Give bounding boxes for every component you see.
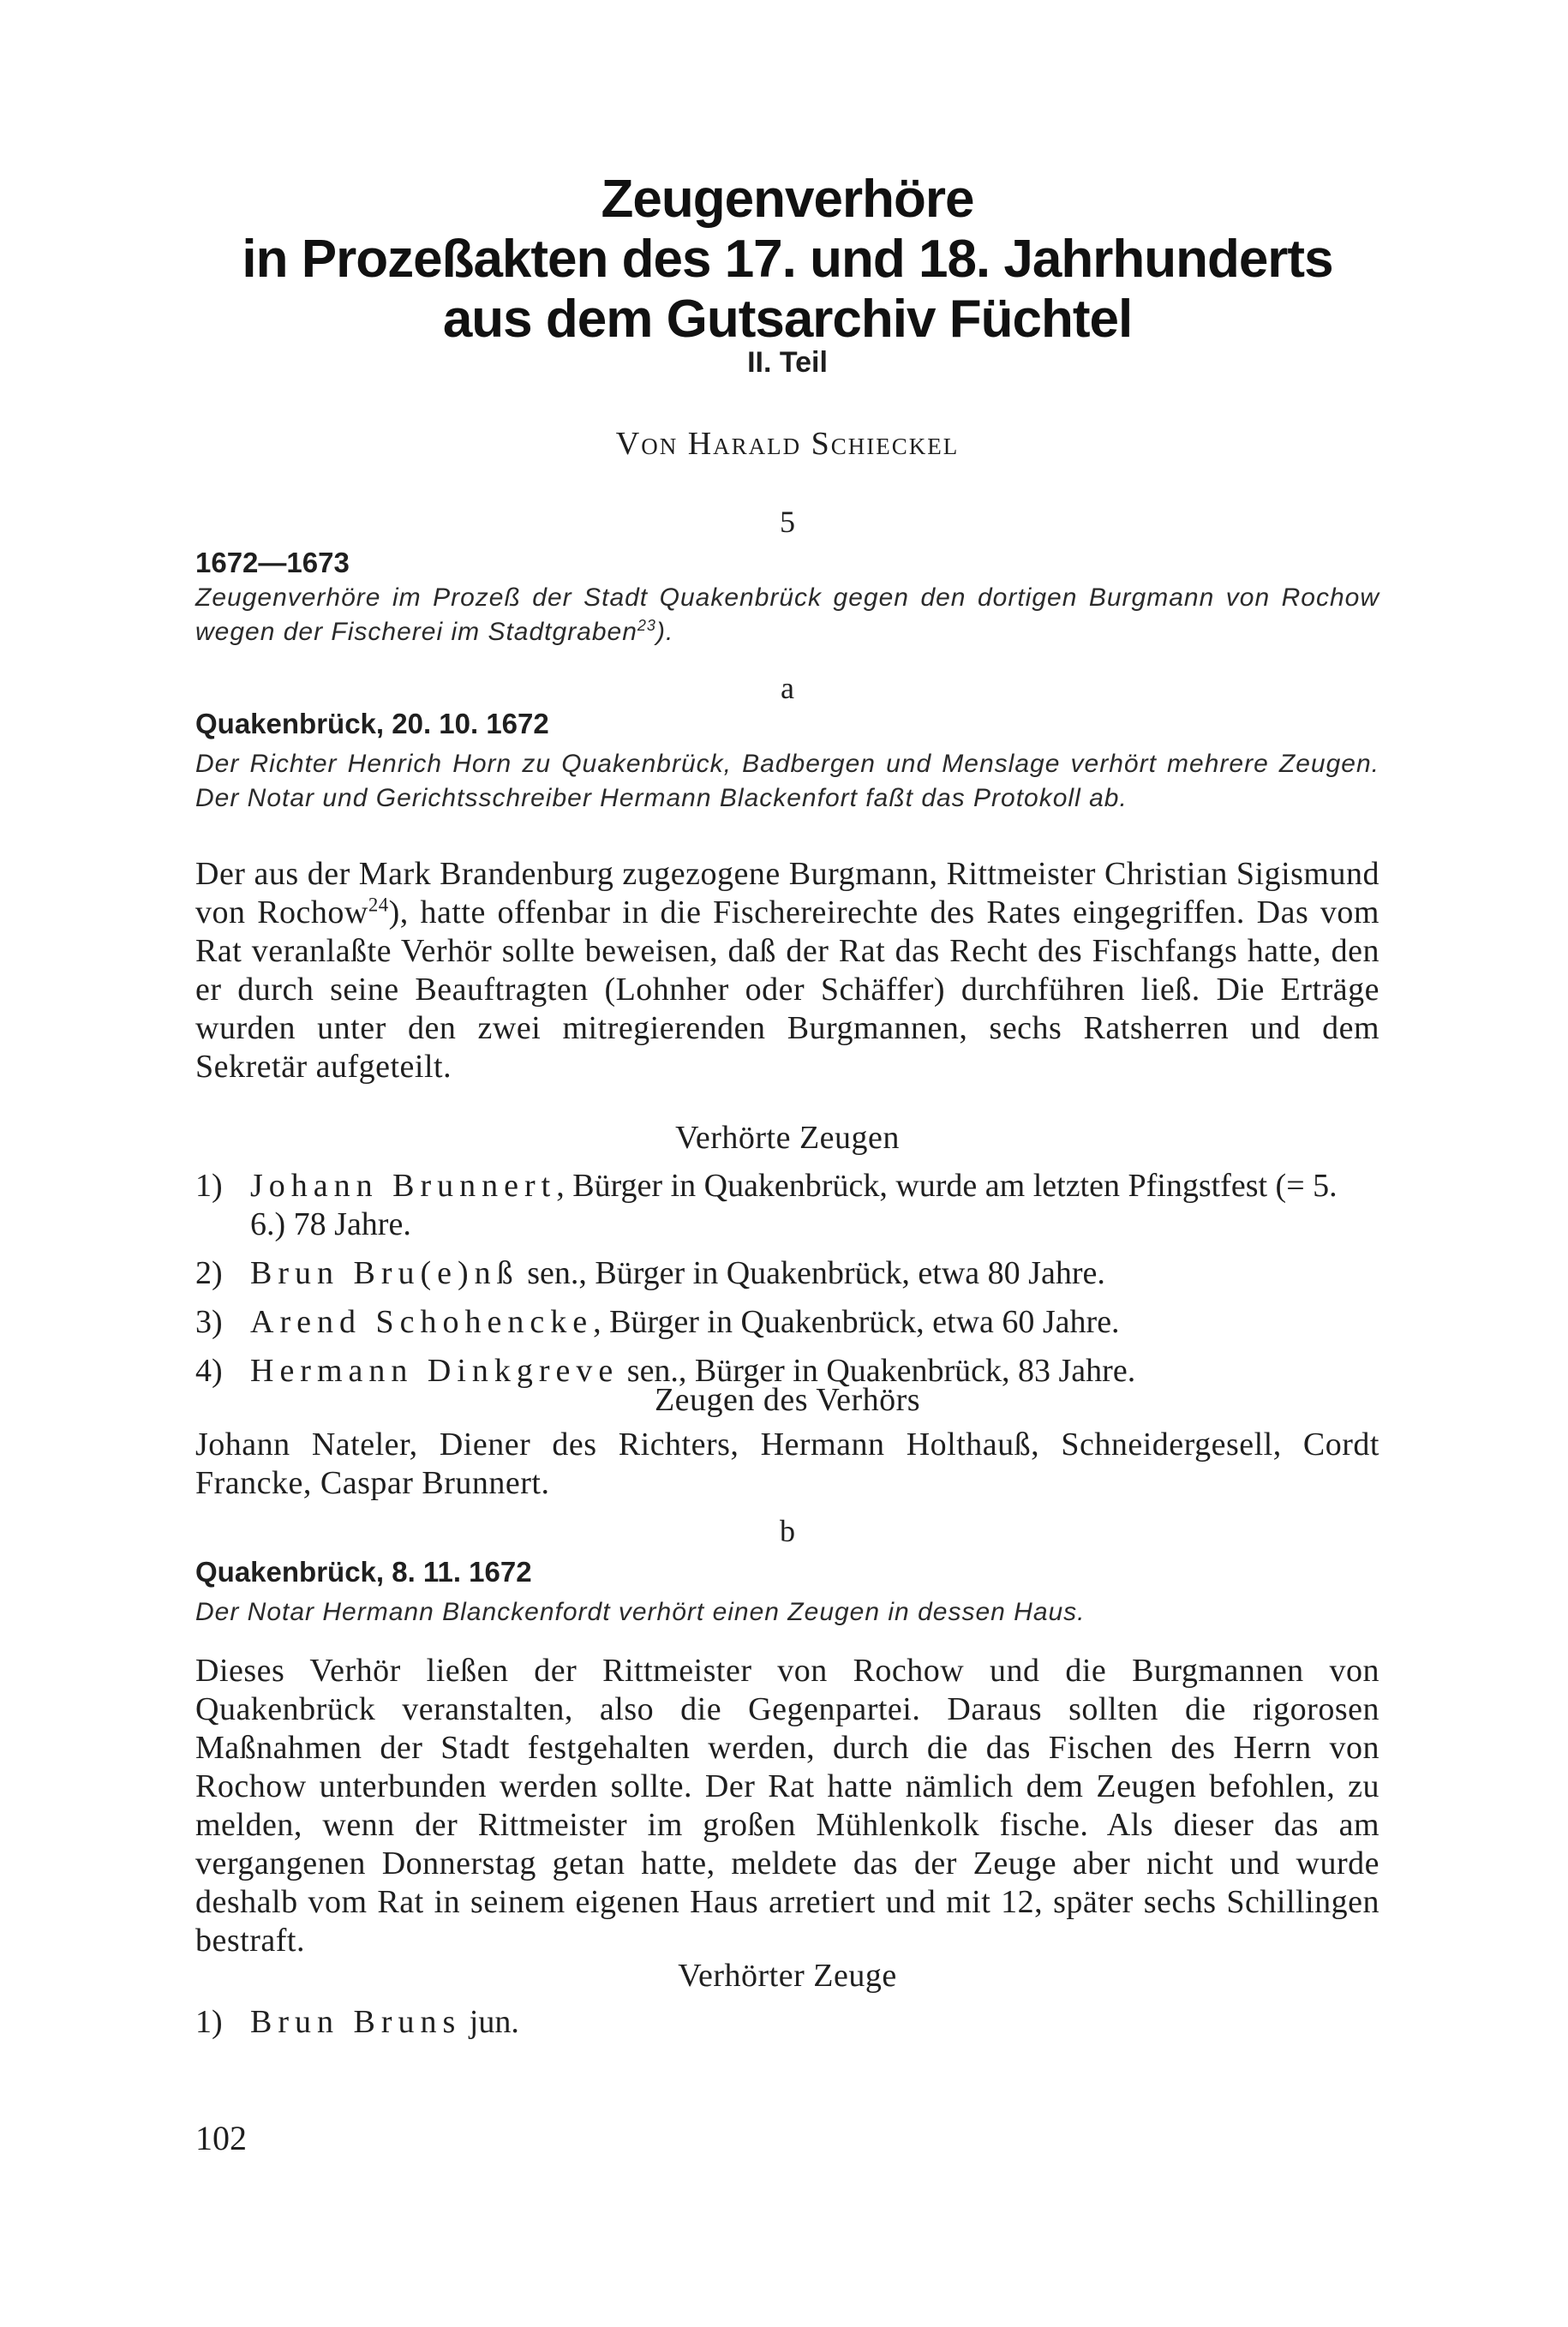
title-line-2: in Prozeßakten des 17. und 18. Jahrhunderts [242,230,1333,289]
witness-details: , Bürger in Quakenbrück, wurde am letzten Pfingstfest (= 5. 6.) 78 Jahre. [250,1168,1338,1242]
part-label: II. Teil [747,346,828,379]
part-a-paragraph [195,855,1379,1086]
witness-name: Hermann Dinkgreve [250,1353,619,1389]
witness-heading: Verhörter Zeuge [678,1958,897,1994]
footnote-ref-24: 24 [368,894,389,916]
witness-details: jun. [461,2004,519,2040]
witness-name: Brun Bruns [250,2004,462,2040]
hearing-witnesses-heading: Zeugen des Verhörs [654,1382,921,1418]
title-line-1: Zeugenverhöre [601,170,974,229]
subsection-letter-b: b [780,1514,795,1548]
part-b-heading: Quakenbrück, 8. 11. 1672 [195,1556,532,1588]
list-item [195,1167,1379,1244]
witness-details: , Bürger in Quakenbrück, etwa 60 Jahre. [593,1304,1120,1340]
subsection-letter-a: a [781,671,794,705]
hearing-witnesses: Johann Nateler, Diener des Richters, Hermann Holthauß, Schneidergesell, Cordt Francke, Caspar Brunnert. [195,1427,1379,1501]
witness-list [195,1167,1379,1401]
case-description-text: Zeugenverhöre im Prozeß der Stadt Quakenbrück gegen den dortigen Burgmann von Rochow wegen der Fischerei im Stadtgraben [195,583,1379,646]
witness-list-b [195,2003,1379,2052]
witness-details: sen., Bürger in Quakenbrück, etwa 80 Jahre. [518,1255,1105,1291]
list-item [195,1303,1379,1342]
list-number: 4) [195,1353,223,1389]
list-item [195,1254,1379,1293]
section-number: 5 [780,505,795,539]
article-title [195,170,1379,350]
page-number: 102 [195,2119,247,2157]
footnote-ref-23: 23 [637,617,656,634]
witness-details: sen., Bürger in Quakenbrück, 83 Jahre. [619,1353,1136,1389]
part-b-summary: Der Notar Hermann Blanckenfordt verhört einen Zeugen in dessen Haus. [195,1598,1086,1626]
case-description-end: ). [655,618,674,646]
witness-name: Brun Bru(e)nß [250,1255,519,1291]
part-a-summary: Der Richter Henrich Horn zu Quakenbrück, Badbergen und Menslage verhört mehrere Zeugen. Der Notar und Gerichtsschreiber Hermann Blackenfort faßt das Protokoll ab. [195,750,1379,812]
title-line-3: aus dem Gutsarchiv Füchtel [442,290,1133,349]
author-line: Von Harald Schieckel [615,426,960,462]
part-b-paragraph: Dieses Verhör ließen der Rittmeister von Rochow und die Burgmannen von Quakenbrück veranstalten, also die Gegenpartei. Daraus sollten die rigorosen Maßnahmen der Stadt festgehalten werden, durch die das Fischen des Herrn von Rochow unterbunden werden sollte. Der Rat hatte nämlich dem Zeugen befohlen, zu melden, wenn der Rittmeister im großen Mühlenkolk fische. Als dieser das am vergangenen Donnerstag getan hatte, meldete das der Zeuge aber nicht und wurde deshalb vom Rat in seinem eigenen Haus arretiert und mit 12, später sechs Schillingen bestraft. [195,1653,1379,1959]
list-number: 1) [195,2004,223,2040]
list-item [195,2003,1379,2042]
witnesses-heading: Verhörte Zeugen [675,1120,900,1156]
case-description [195,581,1379,649]
witness-name: Arend Schohencke [250,1304,594,1340]
part-a-paragraph-start: Der aus der Mark Brandenburg zugezogene Burgmann, Rittmeister Christian Sigismund von Rochow [195,856,1379,930]
part-a-paragraph-end: ), hatte offenbar in die Fischereirechte des Rates eingegriffen. Das vom Rat veranlaßte Verhör sollte beweisen, daß der Rat das Recht des Fischfangs hatte, den er durch seine Beauftragten (Lohnher oder Schäffer) durchführen ließ. Die Erträge wurden unter den zwei mitregierenden Burgmannen, sechs Ratsherren und dem Sekretär aufgeteilt. [195,894,1379,1085]
case-date-range: 1672—1673 [195,547,350,578]
part-a-heading: Quakenbrück, 20. 10. 1672 [195,708,549,739]
witness-name: Johann Brunnert [250,1168,557,1204]
list-number: 2) [195,1255,223,1291]
list-number: 3) [195,1304,223,1340]
list-number: 1) [195,1168,223,1204]
